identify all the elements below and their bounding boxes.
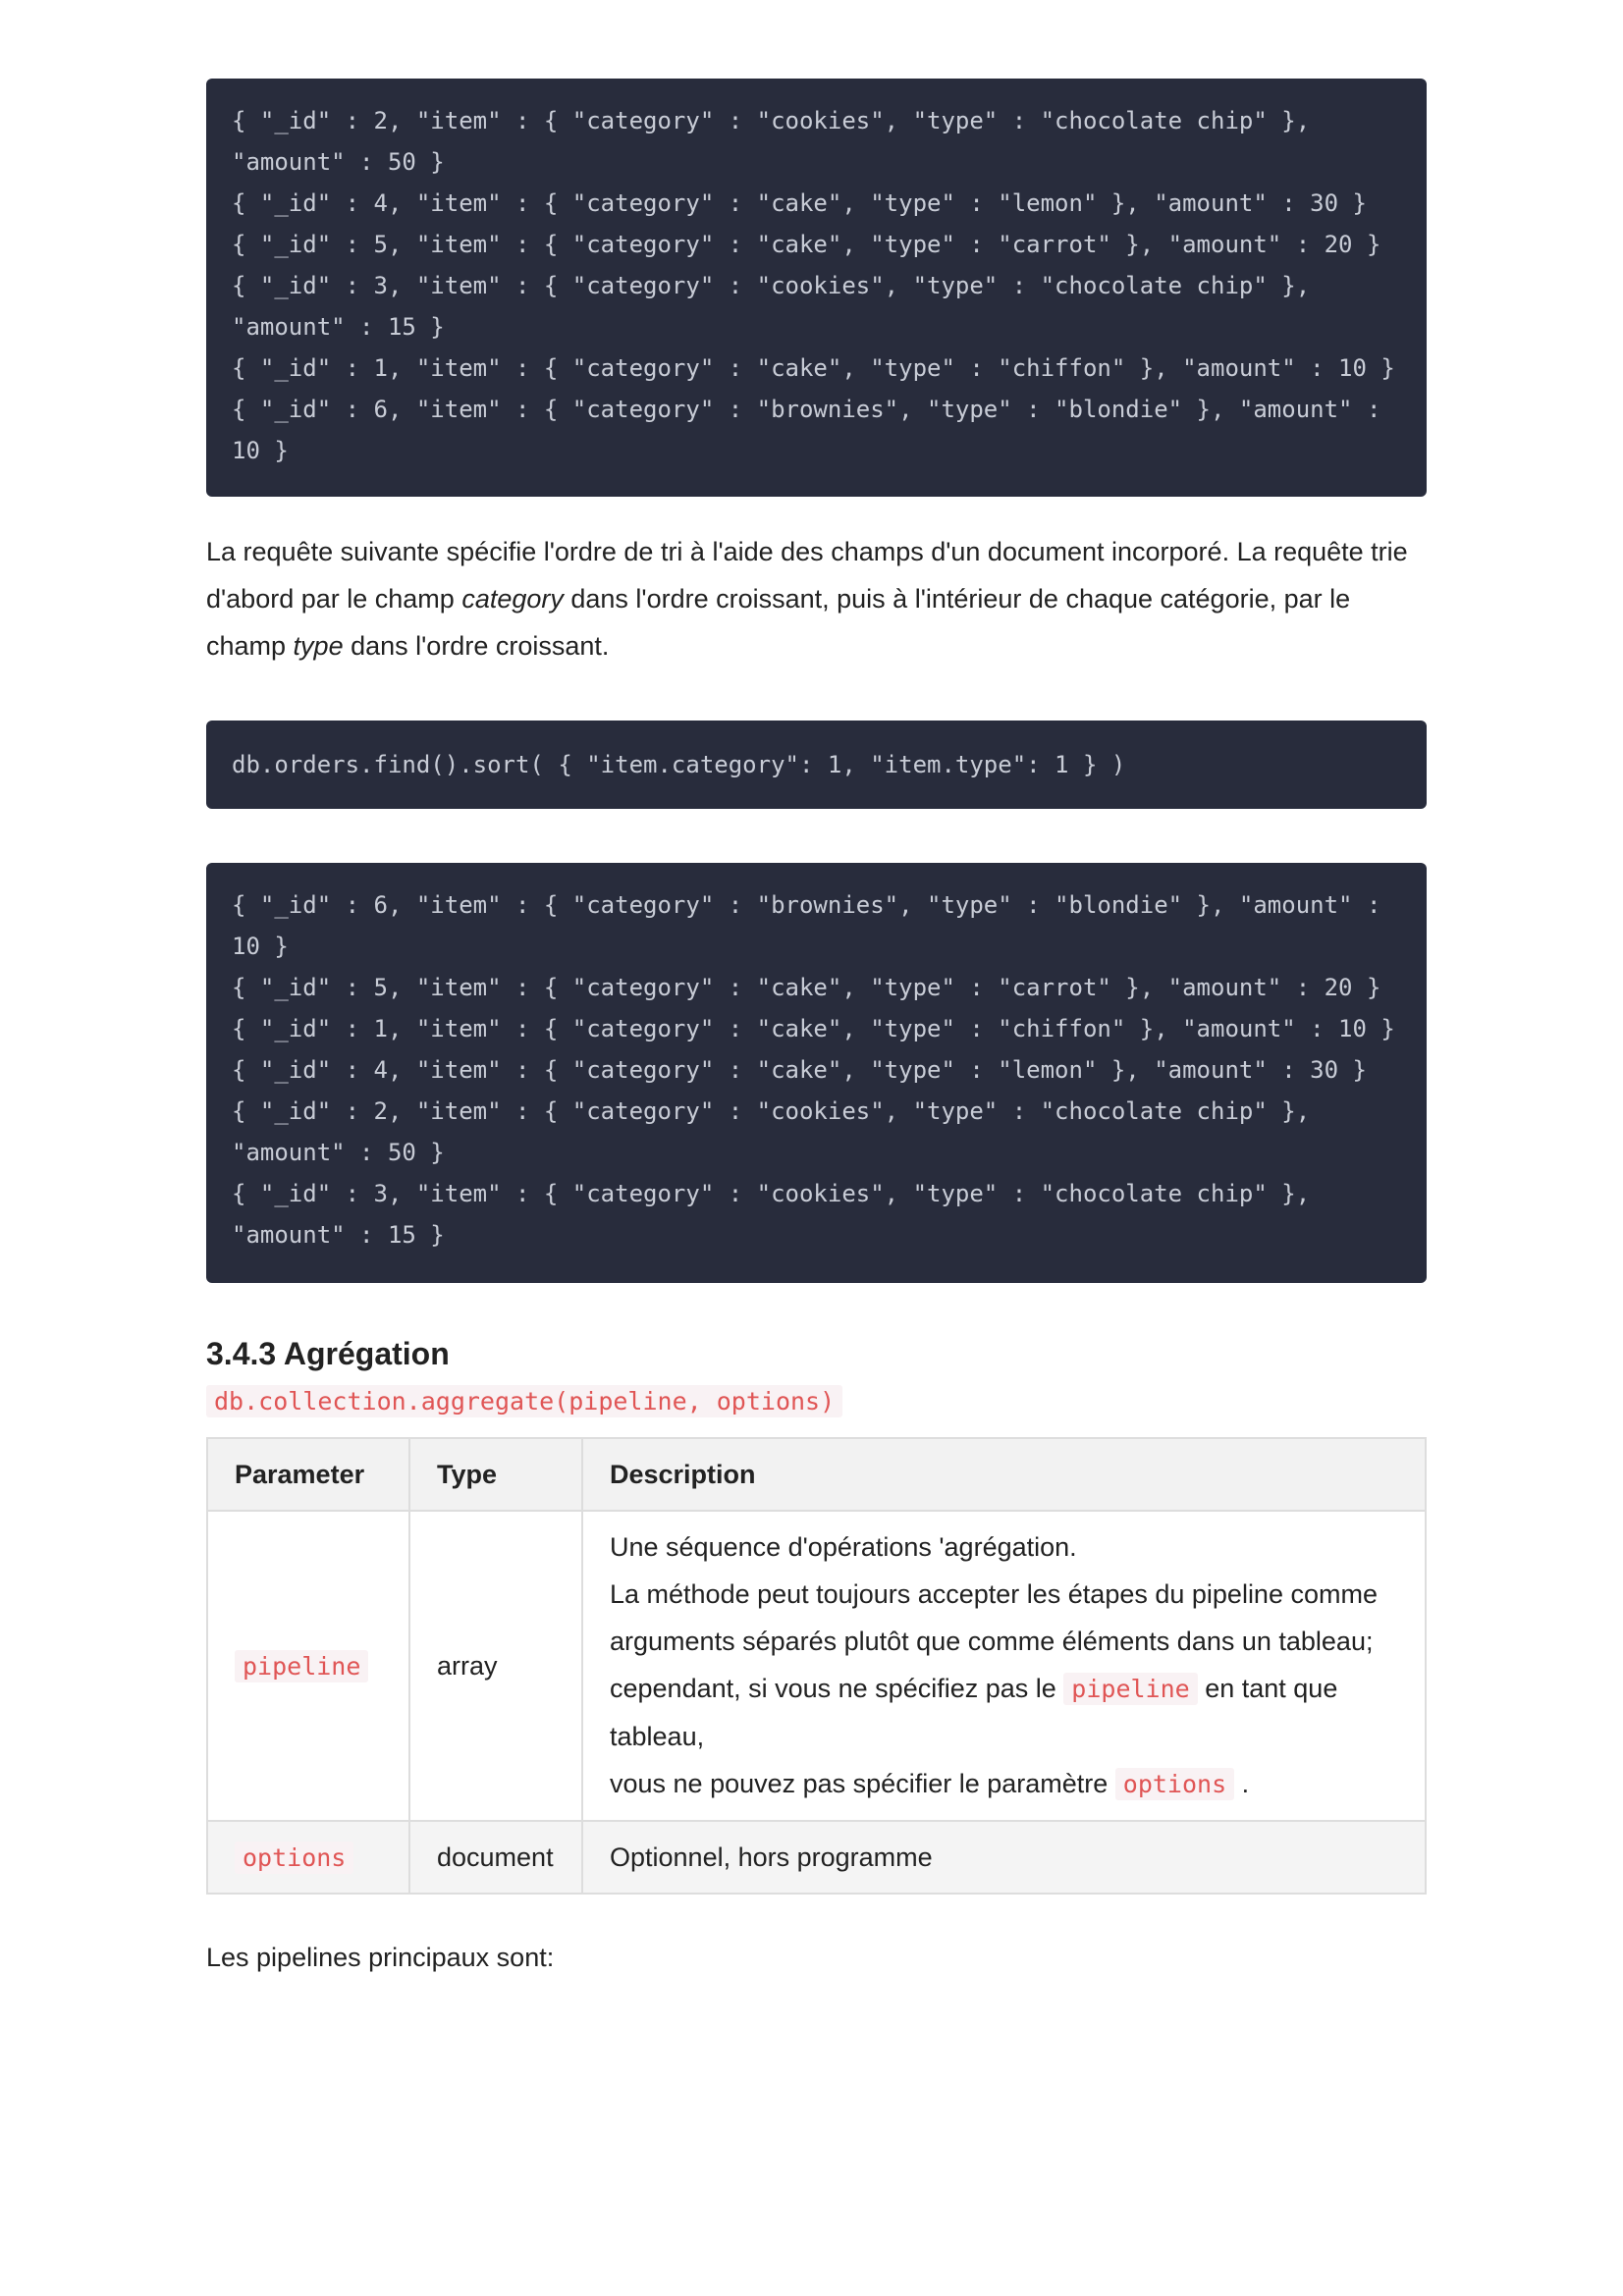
document-content bbox=[206, 79, 1427, 1981]
code-block-sorted-results bbox=[206, 863, 1427, 1283]
param-pipeline: pipeline bbox=[235, 1650, 368, 1682]
code-line: { "_id" : 2, "item" : { "category" : "cookies", "type" : "chocolate chip" }, bbox=[232, 107, 1311, 134]
description-line bbox=[610, 1665, 1398, 1760]
column-header-description: Description bbox=[582, 1438, 1426, 1511]
cell-type: array bbox=[409, 1511, 582, 1821]
aggregate-signature-line bbox=[206, 1387, 1427, 1415]
code-block-unsorted-results bbox=[206, 79, 1427, 497]
code-line: { "_id" : 3, "item" : { "category" : "cookies", "type" : "chocolate chip" }, bbox=[232, 1180, 1311, 1207]
cell-parameter bbox=[207, 1511, 409, 1821]
code-line: "amount" : 50 } bbox=[232, 148, 445, 176]
table-header-row bbox=[207, 1438, 1426, 1511]
intro-text-1: La requête suivante spécifie l'ordre de tri à l'aide des champs d'un document incorporé. La requête trie d'abord par le champ bbox=[206, 537, 1408, 614]
cell-parameter bbox=[207, 1821, 409, 1894]
parameters-table bbox=[206, 1437, 1427, 1895]
description-line: La méthode peut toujours accepter les étapes du pipeline comme bbox=[610, 1579, 1378, 1609]
description-text: cependant, si vous ne spécifiez pas le bbox=[610, 1674, 1064, 1703]
inline-code-pipeline: pipeline bbox=[1063, 1673, 1197, 1705]
code-line: 10 } bbox=[232, 933, 289, 960]
param-options: options bbox=[235, 1842, 353, 1874]
description-text: vous ne pouvez pas spécifier le paramètre bbox=[610, 1769, 1115, 1798]
code-line: "amount" : 15 } bbox=[232, 313, 445, 341]
code-line: { "_id" : 5, "item" : { "category" : "cake", "type" : "carrot" }, "amount" : 20 } bbox=[232, 231, 1381, 258]
code-line: { "_id" : 4, "item" : { "category" : "cake", "type" : "lemon" }, "amount" : 30 } bbox=[232, 189, 1367, 217]
code-line: { "_id" : 1, "item" : { "category" : "cake", "type" : "chiffon" }, "amount" : 10 } bbox=[232, 1015, 1395, 1042]
section-heading: 3.4.3 Agrégation bbox=[206, 1336, 450, 1371]
description-line: arguments séparés plutôt que comme éléments dans un tableau; bbox=[610, 1627, 1374, 1656]
intro-text-3: dans l'ordre croissant. bbox=[343, 631, 610, 661]
cell-description: Optionnel, hors programme bbox=[582, 1821, 1426, 1894]
code-line: { "_id" : 6, "item" : { "category" : "brownies", "type" : "blondie" }, "amount" : bbox=[232, 891, 1381, 919]
column-header-type: Type bbox=[409, 1438, 582, 1511]
cell-type: document bbox=[409, 1821, 582, 1894]
code-line: { "_id" : 1, "item" : { "category" : "cake", "type" : "chiffon" }, "amount" : 10 } bbox=[232, 354, 1395, 382]
code-line: { "_id" : 2, "item" : { "category" : "cookies", "type" : "chocolate chip" }, bbox=[232, 1097, 1311, 1125]
code-line: { "_id" : 3, "item" : { "category" : "cookies", "type" : "chocolate chip" }, bbox=[232, 272, 1311, 299]
closing-paragraph: Les pipelines principaux sont: bbox=[206, 1943, 555, 1972]
aggregate-signature: db.collection.aggregate(pipeline, options) bbox=[206, 1385, 842, 1417]
field-category: category bbox=[461, 584, 564, 614]
code-line: "amount" : 50 } bbox=[232, 1139, 445, 1166]
intro-paragraph bbox=[206, 528, 1427, 669]
table-row bbox=[207, 1511, 1426, 1821]
intro-text-2: dans l'ordre croissant, puis à l'intérieur de chaque catégorie, par le champ bbox=[206, 584, 1351, 661]
field-type: type bbox=[293, 631, 344, 661]
inline-code-options: options bbox=[1115, 1768, 1234, 1800]
code-line: "amount" : 15 } bbox=[232, 1221, 445, 1249]
column-header-parameter: Parameter bbox=[207, 1438, 409, 1511]
code-line: db.orders.find().sort( { "item.category": 1, "item.type": 1 } ) bbox=[232, 751, 1126, 778]
description-text: en tant que tableau, bbox=[610, 1674, 1338, 1751]
description-text: . bbox=[1234, 1769, 1250, 1798]
code-line: { "_id" : 5, "item" : { "category" : "cake", "type" : "carrot" }, "amount" : 20 } bbox=[232, 974, 1381, 1001]
code-line: { "_id" : 4, "item" : { "category" : "cake", "type" : "lemon" }, "amount" : 30 } bbox=[232, 1056, 1367, 1084]
cell-description bbox=[582, 1511, 1426, 1821]
description-line bbox=[610, 1760, 1398, 1808]
description-line: Une séquence d'opérations 'agrégation. bbox=[610, 1532, 1077, 1562]
code-line: { "_id" : 6, "item" : { "category" : "brownies", "type" : "blondie" }, "amount" : bbox=[232, 396, 1381, 423]
table-row bbox=[207, 1821, 1426, 1894]
code-line: 10 } bbox=[232, 437, 289, 464]
code-block-sort-query bbox=[206, 721, 1427, 809]
